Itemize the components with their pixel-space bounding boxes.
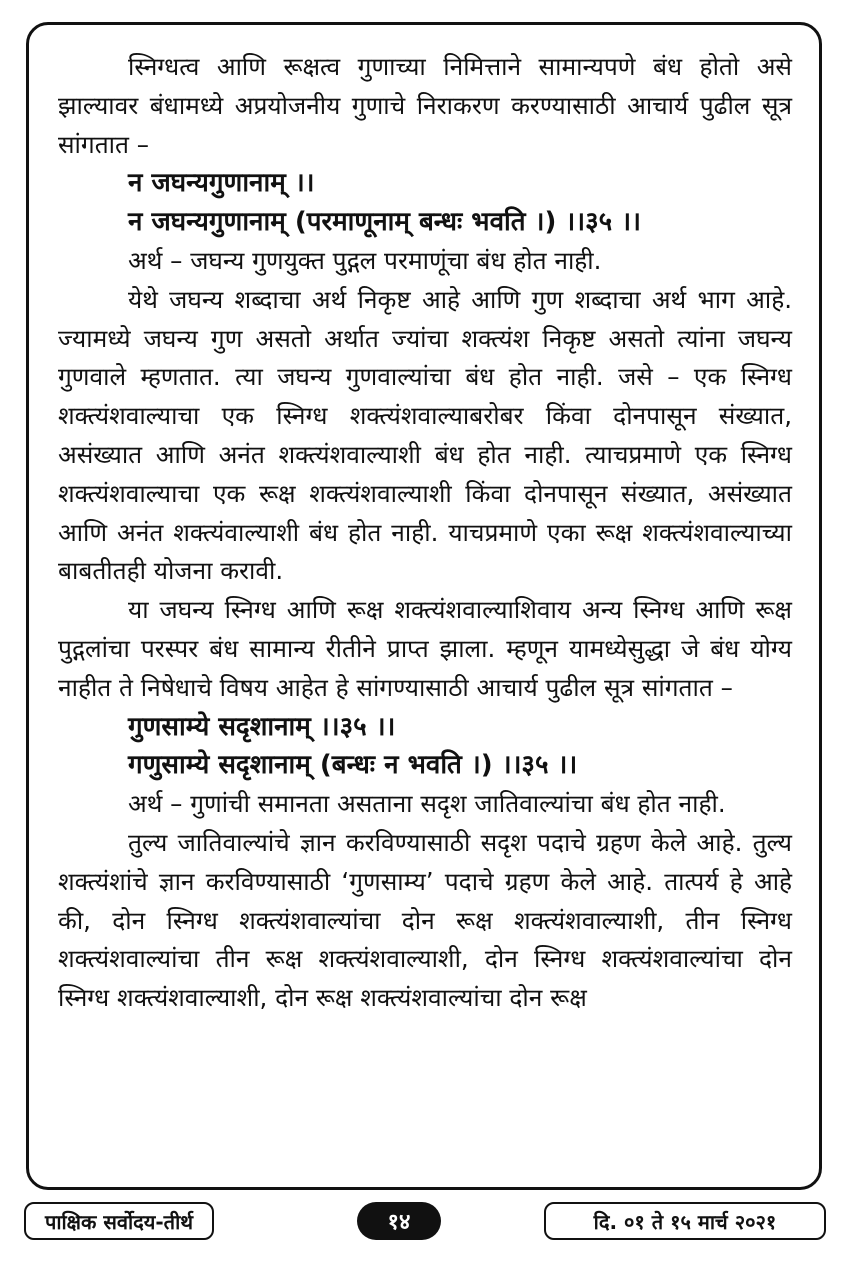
intro-paragraph: स्निग्धत्व आणि रूक्षत्व गुणाच्या निमित्ताने सामान्यपणे बंध होतो असे झाल्यावर बंधामध्ये अप्रयोजनीय गुणाचे निराकरण करण्यासाठी आचार्य पुढील सूत्र सांगतात – <box>58 52 792 159</box>
explanation-paragraph-2: या जघन्य स्निग्ध आणि रूक्ष शक्त्यंशवाल्याशिवाय अन्य स्निग्ध आणि रूक्ष पुद्गलांचा परस्पर बंध सामान्य रीतीने प्राप्त झाला. म्हणून यामध्येसुद्धा जे बंध योग्य नाहीत ते निषेधाचे विषय आहेत हे सांगण्यासाठी आचार्य पुढील सूत्र सांगतात – <box>58 595 792 702</box>
footer-date-range: दि. ०१ ते १५ मार्च २०२१ <box>544 1202 826 1240</box>
meaning-paragraph-1: अर्थ – जघन्य गुणयुक्त पुद्गल परमाणूंचा बंध होत नाही. <box>128 245 602 275</box>
explanation-paragraph-3: तुल्य जातिवाल्यांचे ज्ञान करविण्यासाठी सदृश पदाचे ग्रहण केले आहे. तुल्य शक्त्यंशांचे ज्ञान करविण्यासाठी ‘गुणसाम्य’ पदाचे ग्रहण केले आहे. तात्पर्य हे आहे की, दोन स्निग्ध शक्त्यंशवाल्यांचा दोन रूक्ष शक्त्यंशवाल्याशी, तीन स्निग्ध शक्त्यंशवाल्यांचा तीन रूक्ष शक्त्यंशवाल्याशी, दोन स्निग्ध शक्त्यंशवाल्यांचा दोन स्निग्ध शक्त्यंशवाल्याशी, दोन रूक्ष शक्त्यंशवाल्यांचा दोन रूक्ष <box>58 827 792 1013</box>
sutra-line-1: न जघन्यगुणानाम् ।। <box>128 168 315 199</box>
page-body <box>58 48 792 1018</box>
explanation-paragraph-1: येथे जघन्य शब्दाचा अर्थ निकृष्ट आहे आणि गुण शब्दाचा अर्थ भाग आहे. ज्यामध्ये जघन्य गुण असतो अर्थात ज्यांचा शक्त्यंश निकृष्ट असतो त्यांना जघन्य गुणवाले म्हणतात. त्या जघन्य गुणवाल्यांचा बंध होत नाही. जसे – एक स्निग्ध शक्त्यंशवाल्याचा एक स्निग्ध शक्त्यंशवाल्याबरोबर किंवा दोनपासून संख्यात, असंख्यात आणि अनंत शक्त्यंशवाल्याशी बंध होत नाही. त्याचप्रमाणे एक स्निग्ध शक्त्यंशवाल्याचा एक रूक्ष शक्त्यंशवाल्याशी किंवा दोनपासून संख्यात, असंख्यात आणि अनंत शक्त्यंवाल्याशी बंध होत नाही. याचप्रमाणे एका रूक्ष शक्त्यंशवाल्याच्या बाबतीतही योजना करावी. <box>58 284 792 586</box>
meaning-paragraph-2: अर्थ – गुणांची समानता असताना सदृश जातिवाल्यांचा बंध होत नाही. <box>128 789 726 819</box>
sutra-line-4: गणुसाम्ये सदृशानाम् (बन्धः न भवति ।) ।।३५ ।। <box>128 750 578 781</box>
sutra-line-3: गुणसाम्ये सदृशानाम् ।।३५ ।। <box>128 711 396 742</box>
sutra-line-2: न जघन्यगुणानाम् (परमाणूनाम् बन्धः भवति ।) ।।३५ ।। <box>128 207 641 238</box>
footer-page-number: १४ <box>357 1202 441 1240</box>
footer-publication-name: पाक्षिक सर्वोदय-तीर्थ <box>24 1202 214 1240</box>
